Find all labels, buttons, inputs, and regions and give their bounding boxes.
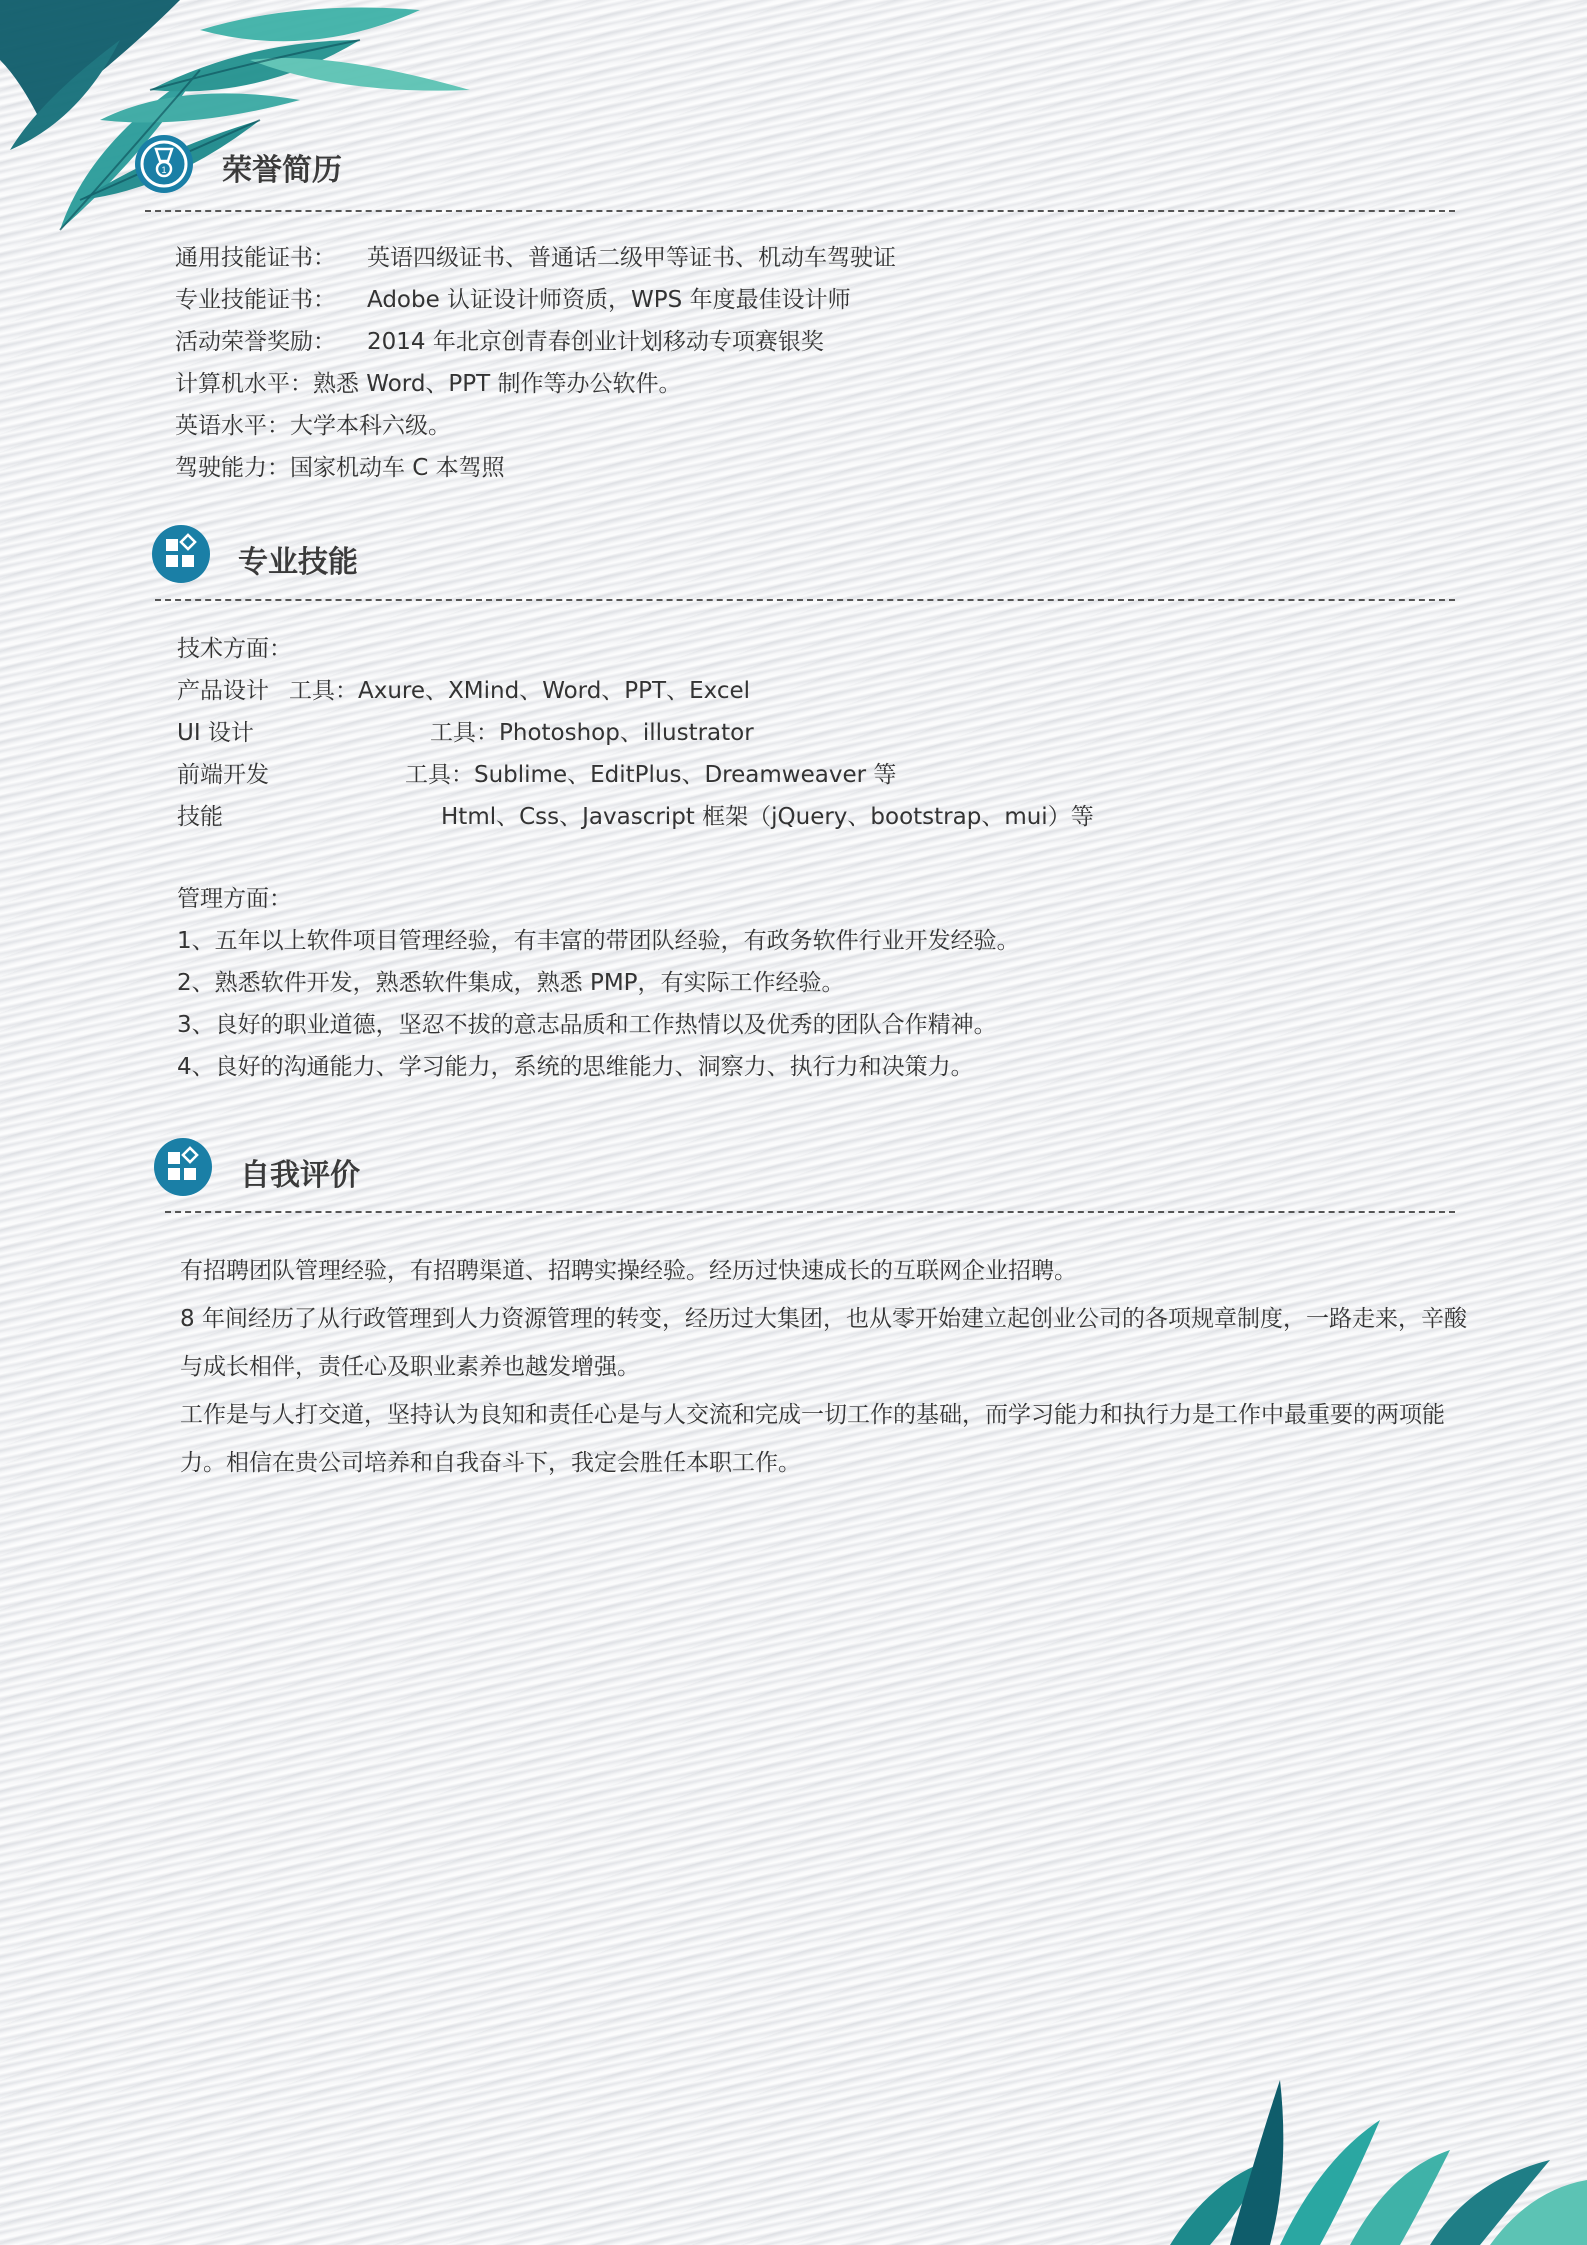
mgmt-item-3: 3、良好的职业道德，坚忍不拔的意志品质和工作热情以及优秀的团队合作精神。 [177,1012,997,1038]
self-eval-para-3: 工作是与人打交道，坚持认为良知和责任心是与人交流和完成一切工作的基础，而学习能力和执行力是工作中最重要的两项能力。相信在贵公司培养和自我奋斗下，我定会胜任本职工作。 [180,1402,1445,1476]
tech-row-2-value: 工具：Photoshop、illustrator [430,720,754,746]
honor-row-3-label: 活动荣誉奖励： [175,329,336,355]
svg-text:1: 1 [161,165,167,175]
mgmt-heading: 管理方面： [177,886,292,912]
self-eval-para-2: 8 年间经历了从行政管理到人力资源管理的转变，经历过大集团，也从零开始建立起创业公司的各项规章制度，一路走来，辛酸与成长相伴，责任心及职业素养也越发增强。 [180,1306,1467,1380]
divider-skills [155,599,1455,601]
tech-row-1 [177,676,750,706]
honor-row-1-value: 英语四级证书、普通话二级甲等证书、机动车驾驶证 [367,245,896,271]
section-honors-header [130,135,1460,205]
honor-row-1 [175,243,896,273]
blocks-icon [154,1138,212,1196]
mgmt-item-2: 2、熟悉软件开发，熟悉软件集成，熟悉 PMP，有实际工作经验。 [177,970,845,996]
honor-row-3-value: 2014 年北京创青春创业计划移动专项赛银奖 [367,329,824,355]
tech-row-3-value: 工具：Sublime、EditPlus、Dreamweaver 等 [405,762,897,788]
section-title-self-eval: 自我评价 [240,1158,360,1193]
section-skills-header [150,525,1460,595]
honor-plain-3: 驾驶能力：国家机动车 C 本驾照 [175,455,505,481]
honor-row-2 [175,285,851,315]
tech-row-4 [177,802,1094,832]
section-self-eval-header [152,1138,1462,1208]
tech-row-3-label: 前端开发 [177,762,269,788]
honor-row-2-value: Adobe 认证设计师资质，WPS 年度最佳设计师 [367,287,851,313]
mgmt-item-4: 4、良好的沟通能力、学习能力，系统的思维能力、洞察力、执行力和决策力。 [177,1054,974,1080]
honor-row-3 [175,327,824,357]
leaf-decoration-top [0,0,520,260]
section-title-skills: 专业技能 [238,545,358,580]
blocks-icon [152,525,210,583]
medal-icon [135,135,193,193]
section-title-honors: 荣誉简历 [222,153,342,188]
honor-row-1-label: 通用技能证书： [175,245,336,271]
tech-row-4-value: Html、Css、Javascript 框架（jQuery、bootstrap、mui）等 [441,804,1094,830]
tech-row-1-label: 产品设计 [177,678,269,704]
honor-plain-2: 英语水平：大学本科六级。 [175,413,451,439]
tech-row-4-label: 技能 [177,804,223,830]
honor-plain-1: 计算机水平：熟悉 Word、PPT 制作等办公软件。 [175,371,682,397]
tech-row-1-value: 工具：Axure、XMind、Word、PPT、Excel [289,678,751,704]
tech-row-2 [177,718,754,748]
divider-honors [145,210,1455,212]
tech-heading: 技术方面： [177,636,292,662]
divider-self-eval [165,1211,1455,1213]
leaf-decoration-bottom [1150,2060,1587,2245]
tech-row-3 [177,760,896,790]
honor-row-2-label: 专业技能证书： [175,287,336,313]
mgmt-item-1: 1、五年以上软件项目管理经验，有丰富的带团队经验，有政务软件行业开发经验。 [177,928,1020,954]
self-eval-para-1: 有招聘团队管理经验，有招聘渠道、招聘实操经验。经历过快速成长的互联网企业招聘。 [180,1258,1077,1284]
tech-row-2-label: UI 设计 [177,720,254,746]
